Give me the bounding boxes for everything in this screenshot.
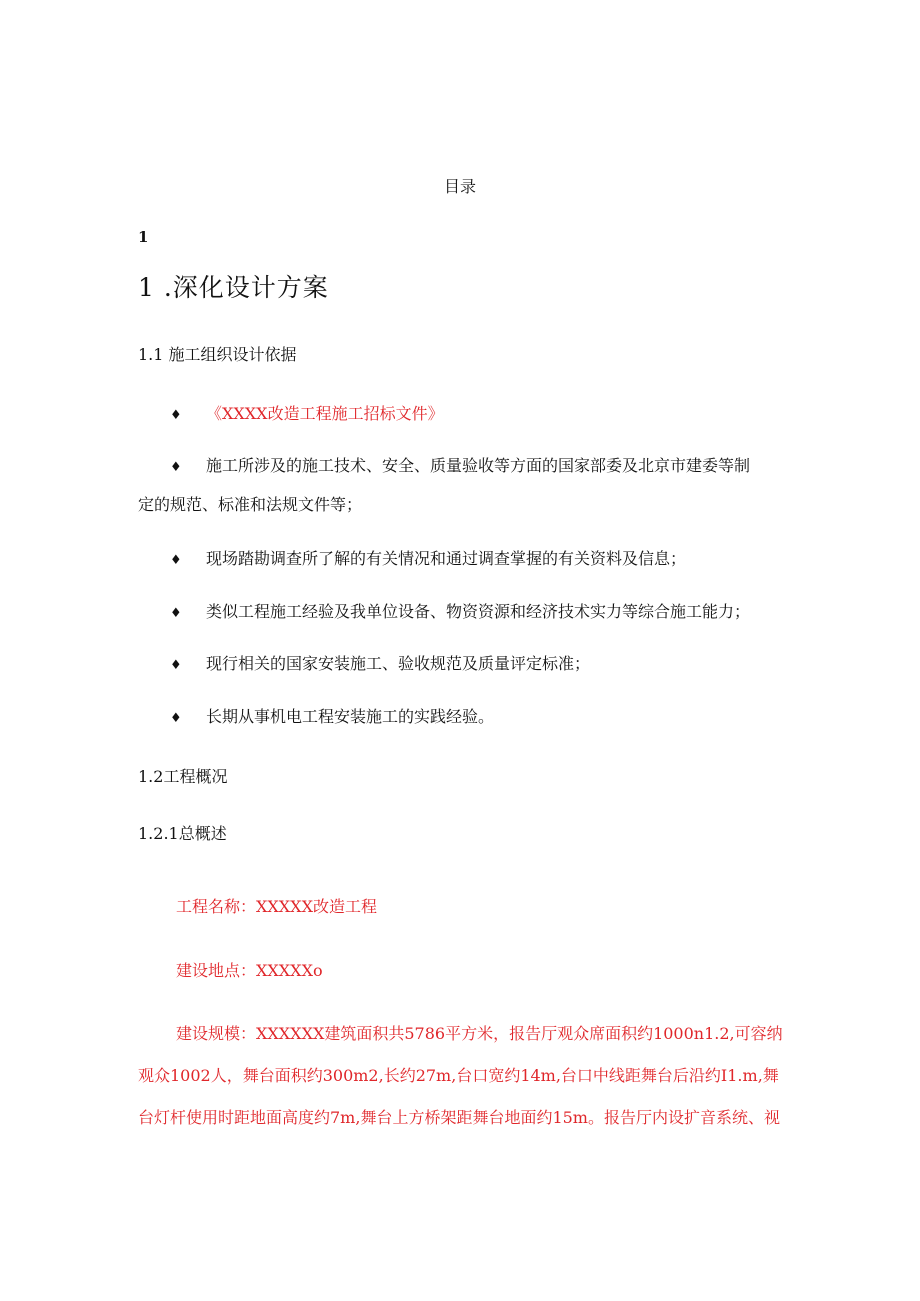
diamond-bullet-icon: ♦ xyxy=(170,408,182,423)
bullet-text: 长期从事机电工程安装施工的实践经验。 xyxy=(206,707,495,726)
page-number: 1 xyxy=(138,228,149,246)
bullet-item-6 xyxy=(170,704,494,727)
project-name: 工程名称：XXXXX改造工程 xyxy=(176,897,377,916)
section-1-1-title: 1.1 施工组织设计依据 xyxy=(138,345,297,364)
toc-title: 目录 xyxy=(443,177,476,196)
project-scale-line-3: 台灯杆使用时距地面高度约7m,舞台上方桥架距舞台地面约15m。报告厅内设扩音系统、视 xyxy=(138,1108,780,1127)
diamond-bullet-icon: ♦ xyxy=(170,553,182,568)
diamond-bullet-icon: ♦ xyxy=(170,658,182,673)
project-scale-line-1: 建设规模：XXXXXX建筑面积共5786平方米，报告厅观众席面积约1000n1.2,可容纳 xyxy=(176,1024,783,1043)
bullet-text: 现场踏勘调查所了解的有关情况和通过调查掌握的有关资料及信息； xyxy=(206,549,687,568)
bullet-item-2 xyxy=(170,453,750,476)
section-1-2-1-title: 1.2.1总概述 xyxy=(138,824,227,843)
bullet-item-2-continuation: 定的规范、标准和法规文件等； xyxy=(138,495,363,514)
project-scale-line-2: 观众1002人，舞台面积约300m2,长约27m,台口宽约14m,台口中线距舞台后沿约I1.m,舞 xyxy=(138,1066,779,1085)
heading-1: 1 .深化设计方案 xyxy=(138,273,329,302)
diamond-bullet-icon: ♦ xyxy=(170,606,182,621)
bullet-item-5 xyxy=(170,651,590,674)
bullet-text: 施工所涉及的施工技术、安全、质量验收等方面的国家部委及北京市建委等制 xyxy=(206,456,751,475)
diamond-bullet-icon: ♦ xyxy=(170,711,182,726)
bullet-text: 类似工程施工经验及我单位设备、物资资源和经济技术实力等综合施工能力； xyxy=(206,602,751,621)
diamond-bullet-icon: ♦ xyxy=(170,460,182,475)
bullet-text: 现行相关的国家安装施工、验收规范及质量评定标准； xyxy=(206,654,591,673)
bullet-text: 《XXXX改造工程施工招标文件》 xyxy=(206,404,444,423)
bullet-item-1 xyxy=(170,401,444,424)
bullet-item-3 xyxy=(170,546,686,569)
bullet-item-4 xyxy=(170,599,750,622)
project-location: 建设地点：XXXXXo xyxy=(176,961,323,980)
section-1-2-title: 1.2工程概况 xyxy=(138,767,228,786)
